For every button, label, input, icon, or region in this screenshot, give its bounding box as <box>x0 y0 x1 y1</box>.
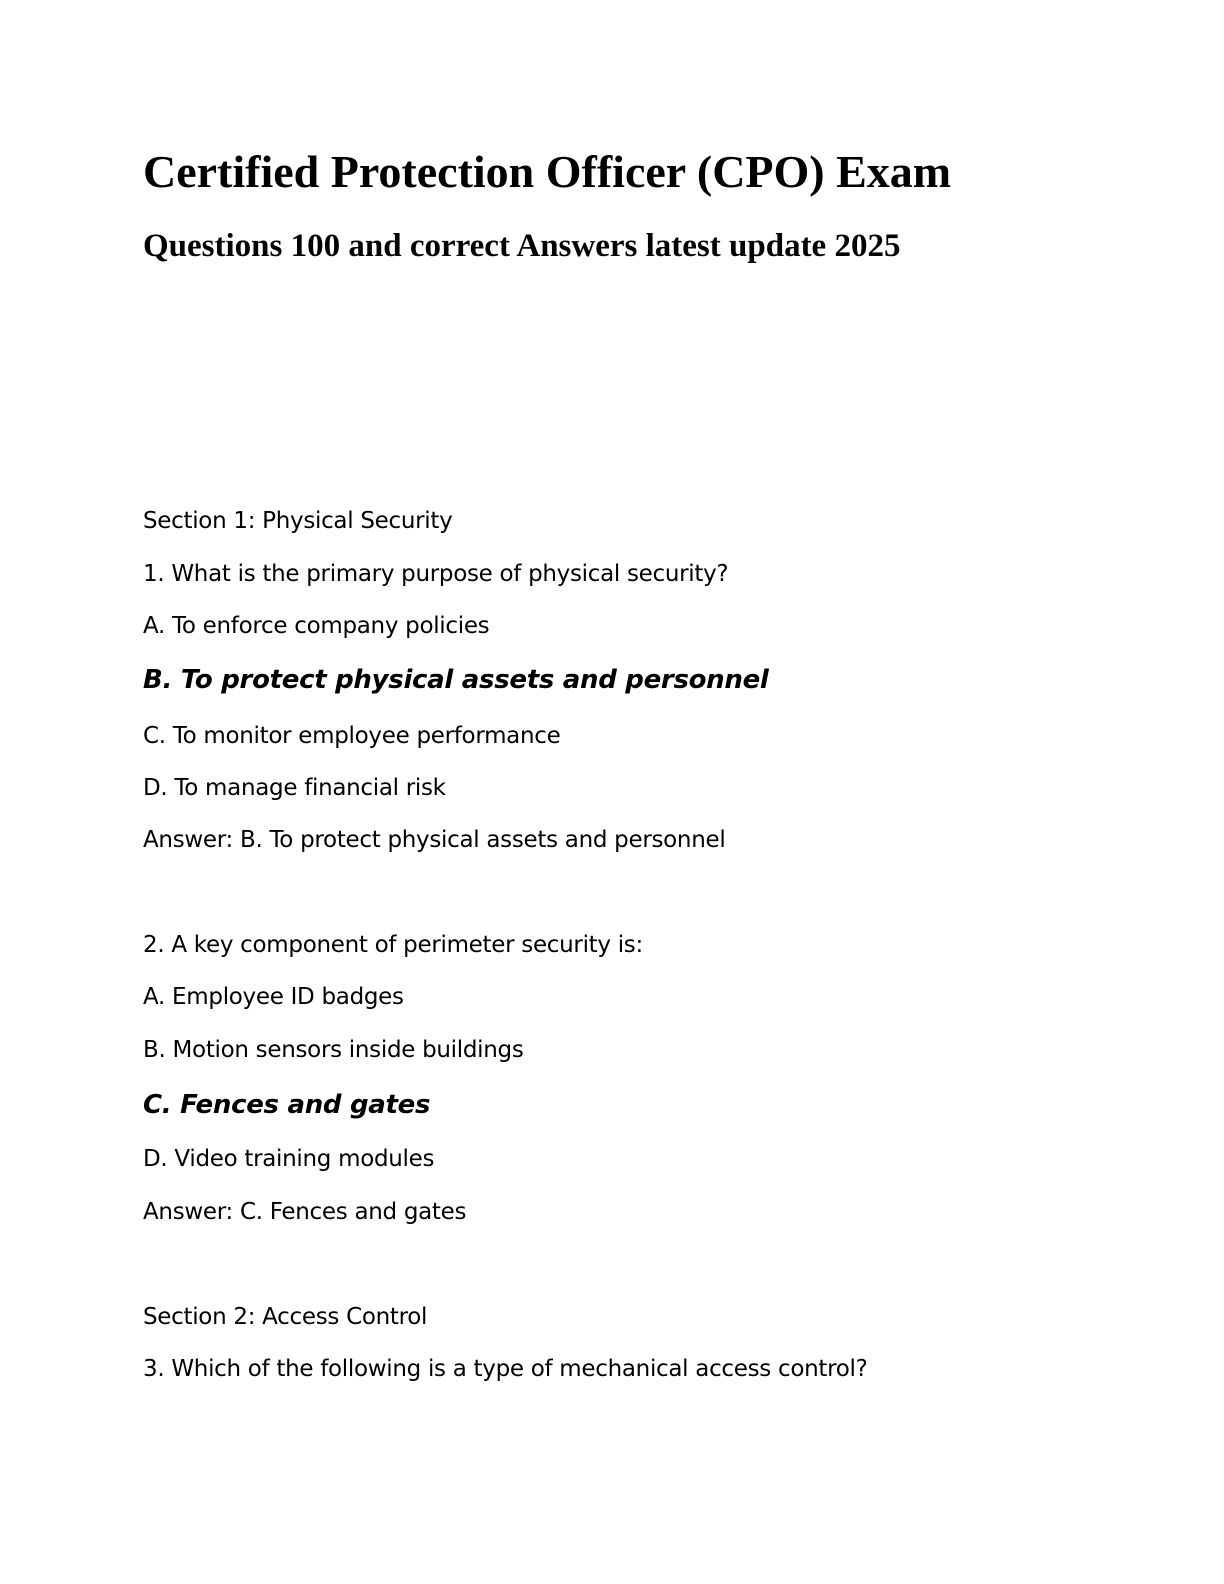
document-subtitle: Questions 100 and correct Answers latest update 2025 <box>143 228 901 264</box>
question-text: 1. What is the primary purpose of physical security? <box>143 561 729 587</box>
option-d: D. Video training modules <box>143 1146 435 1172</box>
option-b: B. Motion sensors inside buildings <box>143 1037 524 1063</box>
option-c-correct: C. Fences and gates <box>143 1090 431 1120</box>
answer-line: Answer: B. To protect physical assets and personnel <box>143 827 726 853</box>
answer-line: Answer: C. Fences and gates <box>143 1199 467 1225</box>
section-heading: Section 1: Physical Security <box>143 508 453 534</box>
option-d: D. To manage financial risk <box>143 775 446 801</box>
question-text: 3. Which of the following is a type of mechanical access control? <box>143 1356 868 1382</box>
option-b-correct: B. To protect physical assets and personnel <box>143 665 769 695</box>
document-title: Certified Protection Officer (CPO) Exam <box>143 146 952 197</box>
question-text: 2. A key component of perimeter security is: <box>143 932 643 958</box>
option-a: A. To enforce company policies <box>143 613 490 639</box>
option-c: C. To monitor employee performance <box>143 723 561 749</box>
option-a: A. Employee ID badges <box>143 984 404 1010</box>
section-heading: Section 2: Access Control <box>143 1304 428 1330</box>
